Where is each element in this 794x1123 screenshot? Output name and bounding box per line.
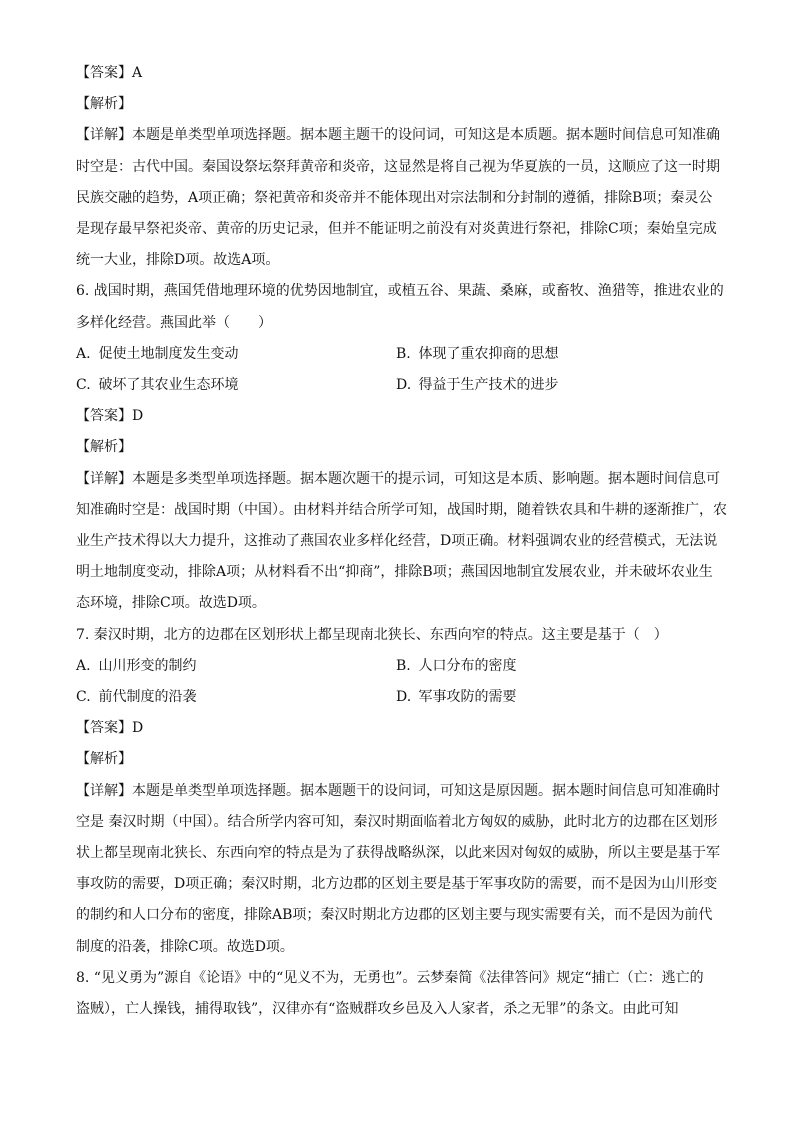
option-label: D. <box>396 689 412 706</box>
text-line: 是现存最早祭祀炎帝、黄帝的历史记录，但并不能证明之前没有对炎黄进行祭祀，排除C项；秦始皇完成 <box>76 221 717 238</box>
option-label: B. <box>396 345 411 362</box>
answer-option <box>76 339 396 370</box>
text-line: 7. 秦汉时期，北方的边郡在区划形状上都呈现南北狭长、东西向窄的特点。这主要是基于（ ） <box>76 626 668 643</box>
text-line: 制度的沿袭，排除C项。故选D项。 <box>76 938 294 955</box>
option-label: C. <box>76 689 91 706</box>
answer-option <box>396 682 716 713</box>
text-line: 状上都呈现南北狭长、东西向窄的特点是为了获得战略纵深，以此来因对匈奴的威胁，所以主要是基于军 <box>76 845 720 862</box>
text-line: 知准确时空是：战国时期（中国）。由材料并结合所学可知，战国时期，随着铁农具和牛耕的逐渐推广，农 <box>76 501 727 518</box>
text-line: 6. 战国时期，燕国凭借地理环境的优势因地制宜，或植五谷、果蔬、桑麻，或畜牧、渔猎等，推进农业的 <box>76 283 724 300</box>
answer-option <box>76 651 396 682</box>
option-text: 人口分布的密度 <box>418 657 517 674</box>
option-label: A. <box>76 657 91 674</box>
text-line: 【答案】A <box>76 65 143 81</box>
text-line: 【答案】D <box>76 720 144 737</box>
text-line: 【解析】 <box>76 96 132 113</box>
text-line: 【解析】 <box>76 751 132 768</box>
text-line: 8. “见义勇为”源自《论语》中的“见义不为，无勇也”。云梦秦简《法律答问》规定“捕亡（亡：逃亡的 <box>76 969 704 986</box>
option-label: D. <box>396 377 412 394</box>
text-line: 时空是：古代中国。秦国设祭坛祭拜黄帝和炎帝，这显然是将自己视为华夏族的一员，这顺应了这一时期 <box>76 158 720 175</box>
answer-option <box>76 370 396 401</box>
text-line: 统一大业，排除D项。故选A项。 <box>76 252 280 269</box>
text-line: 空是 秦汉时期（中国）。结合所学内容可知，秦汉时期面临着北方匈奴的威胁，此时北方的边郡在区划形 <box>76 813 718 830</box>
text-line: 【详解】本题是多类型单项选择题。据本题次题干的提示词，可知这是本质、影响题。据本题时间信息可 <box>76 470 720 487</box>
answer-option <box>396 651 716 682</box>
document-page <box>76 58 726 1025</box>
option-label: B. <box>396 657 411 674</box>
answer-option <box>396 370 716 401</box>
option-text: 体现了重农抑商的思想 <box>418 345 559 362</box>
option-text: 山川形变的制约 <box>98 657 197 674</box>
text-line: 事攻防的需要，D项正确；秦汉时期，北方边郡的区划主要是基于军事攻防的需要，而不是因为山川形变 <box>76 876 718 893</box>
option-row <box>76 682 726 713</box>
option-text: 军事攻防的需要 <box>418 689 517 706</box>
option-text: 前代制度的沿袭 <box>98 689 197 706</box>
answer-option <box>76 682 396 713</box>
option-row <box>76 651 726 682</box>
text-line: 多样化经营。燕国此举（ ） <box>76 314 272 331</box>
text-line: 【答案】D <box>76 408 144 425</box>
text-line: 盗贼），亡人操钱，捕得取钱”，汉律亦有“盗贼群攻乡邑及入人家者，杀之无罪”的条文。由此可知 <box>76 1001 679 1018</box>
option-text: 破坏了其农业生态环境 <box>98 377 239 394</box>
option-row <box>76 370 726 401</box>
option-text: 得益于生产技术的进步 <box>418 377 559 394</box>
option-text: 促使土地制度发生变动 <box>98 345 239 362</box>
text-line: 民族交融的趋势，A项正确；祭祀黄帝和炎帝并不能体现出对宗法制和分封制的遵循，排除B项；秦灵公 <box>76 189 713 206</box>
option-label: A. <box>76 345 91 362</box>
text-line: 【详解】本题是单类型单项选择题。据本题题干的设问词，可知这是原因题。据本题时间信息可知准确时 <box>76 782 720 799</box>
option-label: C. <box>76 377 91 394</box>
text-line: 【解析】 <box>76 439 132 456</box>
option-row <box>76 339 726 370</box>
text-line: 的制约和人口分布的密度，排除AB项；秦汉时期北方边郡的区划主要与现实需要有关，而不是因为前代 <box>76 907 713 924</box>
text-line: 明土地制度变动，排除A项；从材料看不出“抑商”，排除B项；燕国因地制宜发展农业，并未破坏农业生 <box>76 564 713 581</box>
answer-option <box>396 339 716 370</box>
text-line: 【详解】本题是单类型单项选择题。据本题主题干的设问词，可知这是本质题。据本题时间信息可知准确 <box>76 127 720 144</box>
text-line: 态环境，排除C项。故选D项。 <box>76 595 266 612</box>
text-line: 业生产技术得以大力提升，这推动了燕国农业多样化经营，D项正确。材料强调农业的经营模式，无法说 <box>76 533 718 550</box>
